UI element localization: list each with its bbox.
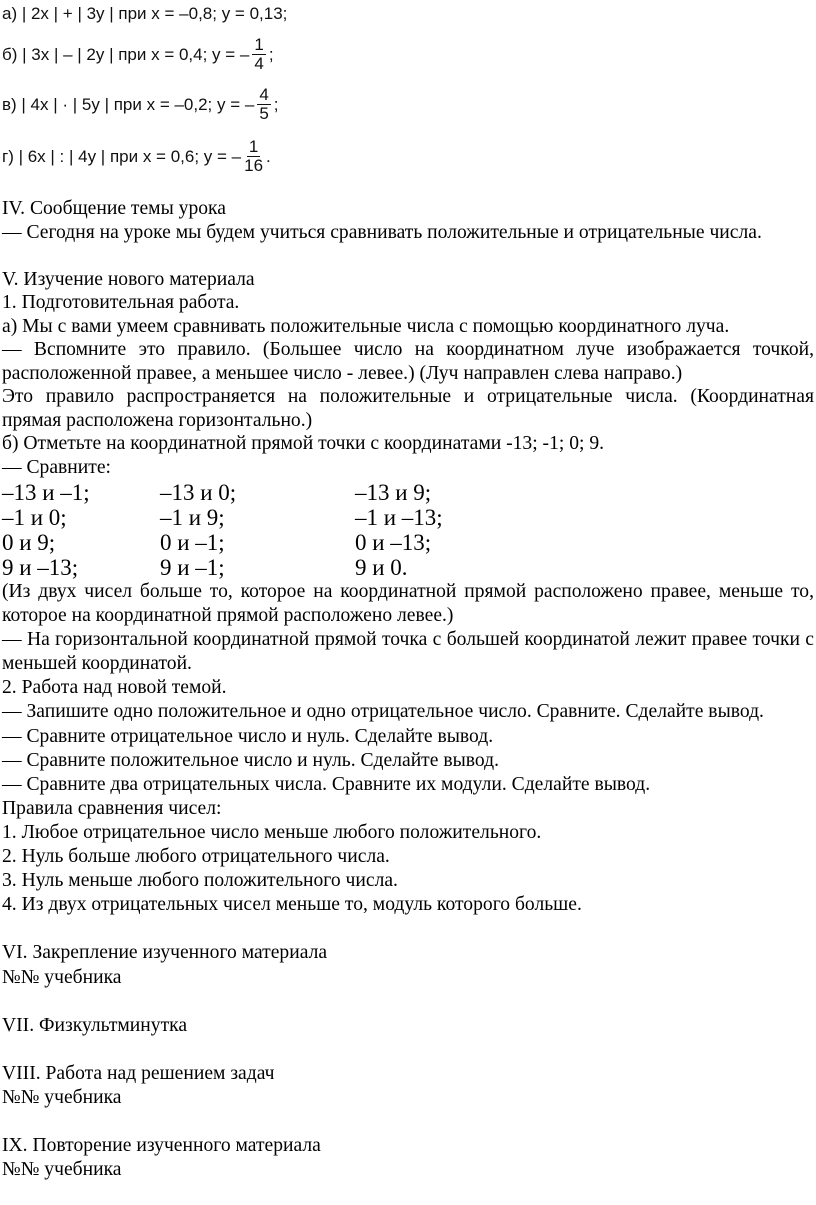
section-9-text: №№ учебника	[2, 1159, 122, 1181]
paragraph-conclusion: (Из двух чисел больше то, которое на координатной прямой расположено правее, меньше то, которое на координатной прямой расположено левее.)	[2, 581, 814, 627]
comparison-pairs	[2, 480, 814, 580]
section-8-title: VIII. Работа над решением задач	[2, 1062, 275, 1084]
formula-v	[2, 86, 279, 123]
paragraph-b: б) Отметьте на координатной прямой точки с координатами -13; -1; 0; 9.	[2, 433, 605, 454]
pair: 9 и –13;	[2, 555, 79, 580]
section-8-text: №№ учебника	[2, 1086, 122, 1108]
pair: –1 и –13;	[355, 505, 443, 530]
paragraph-recall: — Вспомните это правило. (Большее число на координатном луче изображается точкой, расположенной правее, а меньшее число - левее.) (Луч направлен слева направо.)	[2, 339, 814, 384]
section-9-title: IX. Повторение изученного материала	[2, 1135, 321, 1157]
section-5-title: V. Изучение нового материала	[2, 268, 255, 290]
pair: –1 и 9;	[160, 505, 225, 530]
pair: –13 и –1;	[2, 480, 90, 505]
pair: –13 и 0;	[160, 480, 237, 505]
task: — Сравните отрицательное число и нуль. Сделайте вывод.	[2, 725, 494, 747]
section-7-title: VII. Физкультминутка	[2, 1014, 188, 1036]
paragraph-a: а) Мы с вами умеем сравнивать положительные числа с помощью координатного луча.	[2, 315, 730, 337]
formula-text: а) | 2x | + | 3y | при x = –0,8; y = 0,13;	[2, 4, 288, 23]
paragraph-rule: Это правило распространяется на положительные и отрицательные числа. (Координатная прямая расположена горизонтально.)	[2, 386, 814, 431]
denominator: 5	[259, 104, 269, 123]
section-4-title: IV. Сообщение темы урока	[2, 198, 226, 219]
pair: –1 и 0;	[2, 505, 67, 530]
section-4-text: — Сегодня на уроке мы будем учиться сравнивать положительные и отрицательные числа.	[2, 221, 762, 243]
formula-text: в) | 4x | · | 5y | при x = –0,2; y = –	[2, 94, 255, 114]
pair: 9 и –1;	[160, 555, 225, 580]
punct: ;	[268, 44, 274, 64]
punct: .	[266, 146, 271, 166]
pair: 9 и 0.	[355, 555, 408, 580]
subsection-1: 1. Подготовительная работа.	[2, 292, 240, 313]
pair: 0 и –13;	[355, 530, 432, 555]
section-6-title: VI. Закрепление изученного материала	[2, 942, 328, 964]
formula-a	[2, 0, 287, 28]
paragraph-horizontal: — На горизонтальной координатной прямой точка с большей координатой лежит правее точки с меньшей координатой.	[2, 629, 814, 675]
fraction	[244, 138, 263, 175]
rule: 3. Нуль меньше любого положительного числа.	[2, 870, 398, 892]
fraction	[252, 36, 265, 73]
formula-b	[2, 36, 274, 73]
punct: ;	[273, 94, 279, 114]
rules-title: Правила сравнения чисел:	[2, 797, 222, 819]
task: — Запишите одно положительное и одно отрицательное число. Сравните. Сделайте вывод.	[2, 701, 764, 723]
fraction	[257, 86, 270, 123]
pair: 0 и –1;	[160, 530, 225, 555]
pair: –13 и 9;	[355, 480, 432, 505]
formula-text: г) | 6x | : | 4y | при x = 0,6; y = –	[2, 146, 242, 166]
denominator: 16	[244, 156, 264, 175]
subsection-2: 2. Работа над новой темой.	[2, 677, 227, 699]
formula-exercises	[0, 0, 330, 190]
task: — Сравните два отрицательных числа. Сравните их модули. Сделайте вывод.	[2, 773, 651, 795]
numerator: 1	[248, 137, 259, 156]
numerator: 1	[254, 35, 264, 54]
pair: 0 и 9;	[2, 530, 56, 555]
formula-text: б) | 3x | – | 2y | при x = 0,4; y = –	[2, 44, 250, 64]
section-6-text: №№ учебника	[2, 966, 122, 988]
rule: 1. Любое отрицательное число меньше любого положительного.	[2, 821, 542, 843]
denominator: 4	[254, 54, 264, 73]
compare-prompt: — Сравните:	[2, 456, 111, 478]
numerator: 4	[259, 85, 269, 104]
formula-g	[2, 138, 271, 175]
task: — Сравните положительное число и нуль. Сделайте вывод.	[2, 749, 499, 771]
rule: 4. Из двух отрицательных чисел меньше то, модуль которого больше.	[2, 894, 582, 916]
rule: 2. Нуль больше любого отрицательного числа.	[2, 846, 390, 868]
lesson-text	[2, 197, 814, 1182]
